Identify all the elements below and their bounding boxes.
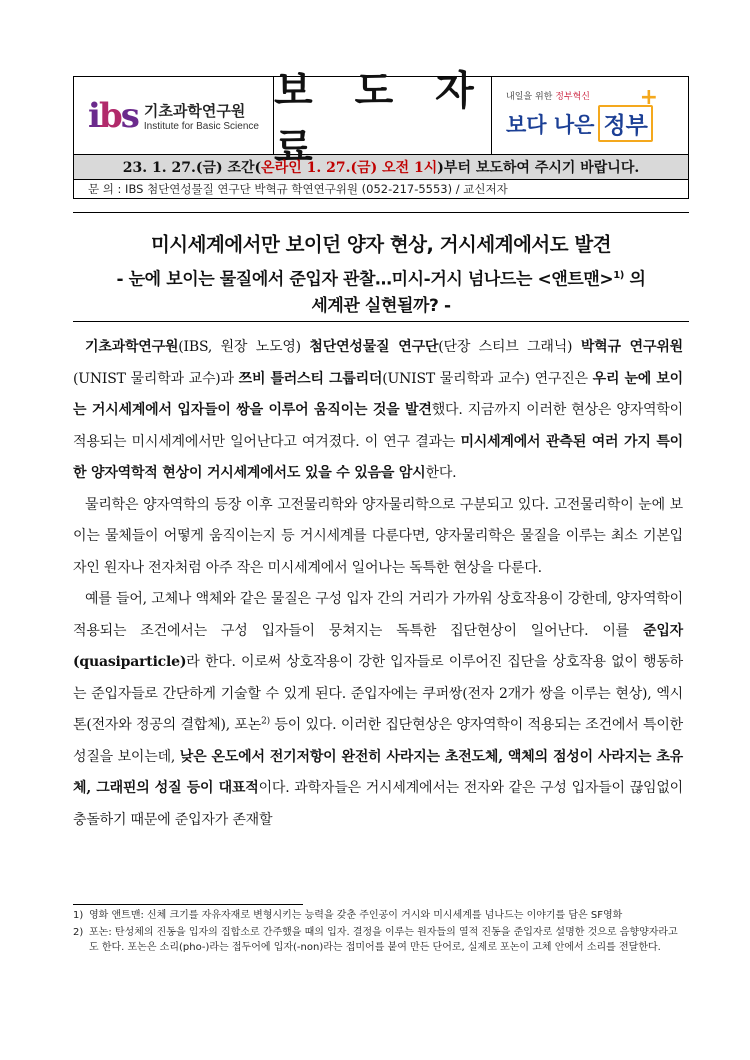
footnote-divider: [73, 904, 303, 905]
ibs-logo-text: [144, 100, 259, 132]
footnotes: [73, 908, 683, 957]
footnote-text: 영화 앤트맨: 신체 크기를 자유자재로 변형시키는 능력을 갖춘 주인공이 거시와 미시세계를 넘나드는 이야기를 담은 SF영화: [89, 910, 623, 921]
ibs-name-english: Institute for Basic Science: [143, 120, 259, 132]
ibs-name-korean: 기초과학연구원: [143, 101, 246, 120]
footnote: [73, 925, 683, 955]
plus-icon: +: [639, 85, 658, 110]
press-release-title: 보 도 자 료: [274, 67, 488, 171]
paragraph-2: 물리학은 양자역학의 등장 이후 고전물리학와 양자물리학으로 구분되고 있다. 고전물리학이 눈에 보이는 물체들이 어떻게 움직이는지 등 거시세계를 다룬다면, 양자물리학은 물질을 이루는 최소 기본입자인 원자나 전자처럼 아주 작은 미시세계에서 일어나는 독특한 현상을 다룬다.: [73, 496, 683, 576]
ibs-logo-mark: ibs: [88, 95, 138, 136]
contact-info: 문 의 : IBS 첨단연성물질 연구단 박혁규 학연연구위원 (052-217-5553) / 교신저자: [88, 182, 508, 196]
government-innovation-logo: [492, 77, 688, 154]
headline-subtitle: - 눈에 보이는 물질에서 준입자 관찰…미시-거시 넘나드는 <앤트맨>$^{1)}$ 의 세계관 실현될까? -: [116, 269, 646, 316]
press-header: [73, 67, 689, 199]
footnote-text: 포논: 탄성체의 진동을 입자의 집합소로 간주했을 때의 입자. 결정을 이루는 원자들의 열적 진동을 준입자로 설명한 것으로 음향양자라고도 한다. 포논은 소리(pho-)라는 접두어에 입자(-non)라는 접미어를 붙여 만든 단어로, 실제로 포논이 고체 안에서 소리를 전달한다.: [89, 927, 678, 953]
paragraph-1: 기초과학연구원(IBS, 원장 노도영) 첨단연성물질 연구단(단장 스티브 그래닉) 박혁규 연구위원(UNIST 물리학과 교수)과 쯔비 틀러스티 그룹리더(UNIST 물리학과 교수) 연구진은 우리 눈에 보이는 거시세계에서 입자들이 쌍을 이루어 움직이는 것을 발견했다. 지금까지 이러한 현상은 양자역학이 적용되는 미시세계에서만 일어난다고 여겨졌다. 이 연구 결과는 미시세계에서 관측된 여러 가지 특이한 양자역학적 현상이 거시세계에서도 있을 수 있음을 암시한다.: [73, 339, 683, 481]
ibs-logo: [74, 77, 274, 154]
gov-slogan: 보다 나은 정부: [506, 105, 688, 142]
paragraph-3: 예를 들어, 고체나 액체와 같은 물질은 구성 입자 간의 거리가 가까워 상호작용이 강한데, 양자역학이 적용되는 조건에서는 구성 입자들이 뭉쳐지는 독특한 집단현상이 일어난다. 이를 준입자(quasiparticle)라 한다. 이로써 상호작용이 강한 입자들로 이루어진 집단을 상호작용 없이 행동하는 준입자들로 간단하게 기술할 수 있게 된다. 준입자에는 쿠퍼쌍(전자 2개가 쌍을 이루는 현상), 엑시톤(전자와 정공의 결합체), 포논$^{2)}$ 등이 있다. 이러한 집단현상은 양자역학이 적용되는 조건에서 특이한 성질을 보이는데, 낮은 온도에서 전기저항이 완전히 사라지는 초전도체, 액체의 점성이 사라지는 초유체, 그래핀의 성질 등이 대표적이다. 과학자들은 거시세계에서는 전자와 같은 구성 입자들이 끊임없이 충돌하기 때문에 준입자가 존재할: [73, 591, 683, 828]
press-release-title-cell: [274, 67, 492, 171]
embargo-notice: 23. 1. 27.(금) 조간( 온라인 1. 27.(금) 오전 1시 )부터 보도하여 주시기 바랍니다.: [74, 155, 688, 180]
headline-main: 미시세계에서만 보이던 양자 현상, 거시세계에서도 발견: [150, 233, 612, 256]
footnote: [73, 908, 683, 923]
headline-box: [73, 212, 689, 322]
footnote-number: 1): [73, 910, 84, 921]
footnote-number: 2): [73, 927, 84, 938]
article-body: [73, 332, 683, 836]
gov-tagline: 내일을 위한 정부혁신: [506, 92, 590, 102]
